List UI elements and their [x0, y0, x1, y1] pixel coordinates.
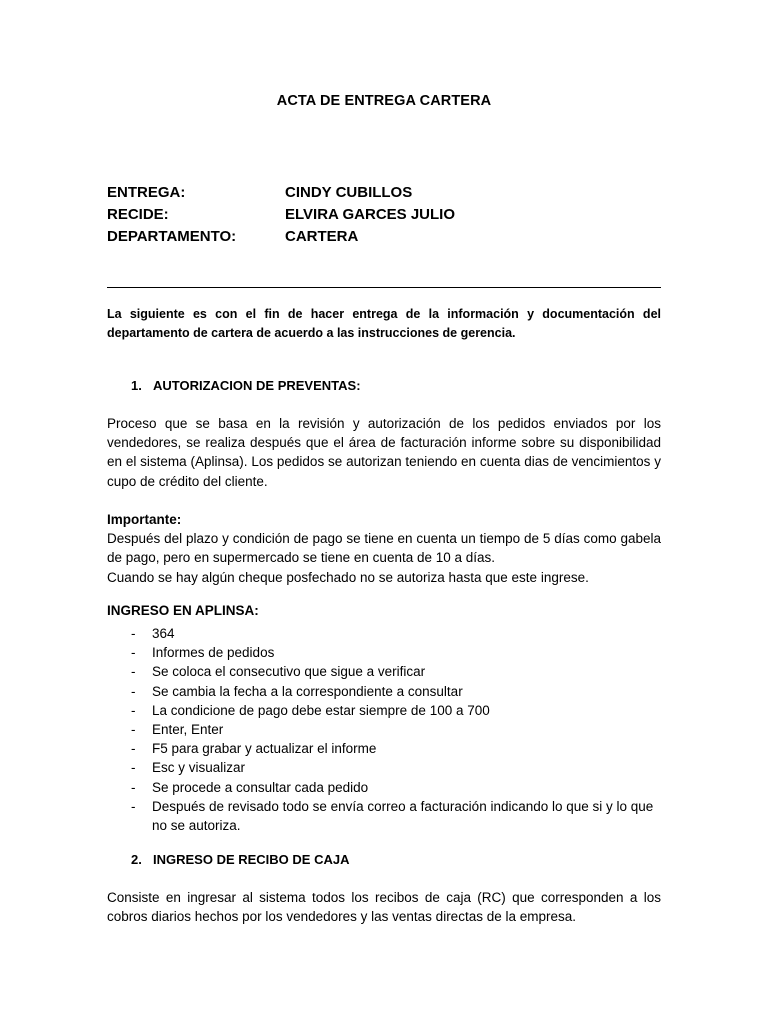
- list-item: - F5 para grabar y actualizar el informe: [131, 741, 377, 757]
- list-item: - Esc y visualizar: [131, 760, 246, 776]
- list-item: - Enter, Enter: [131, 722, 224, 738]
- section-1-heading: [131, 378, 361, 393]
- list-item: - Se procede a consultar cada pedido: [131, 779, 369, 795]
- important-text: Después del plazo y condición de pago se tiene en cuenta un tiempo de 5 días como gabela de pago, pero en supermercado se tiene en cuenta de 10 a días.: [107, 531, 661, 566]
- list-item: - La condicione de pago debe estar siempre de 100 a 700: [131, 702, 490, 718]
- header-fields: [107, 182, 455, 248]
- field-value: CARTERA: [285, 228, 359, 245]
- horizontal-divider: [107, 287, 661, 288]
- section-2-body: Consiste en ingresar al sistema todos los recibos de caja (RC) que corresponden a los cobros diarios hechos por los vendedores y las ventas directas de la empresa.: [107, 890, 661, 925]
- list-item: - Se coloca el consecutivo que sigue a verificar: [131, 664, 426, 680]
- field-label: ENTREGA:: [107, 184, 186, 201]
- field-value: CINDY CUBILLOS: [285, 184, 413, 201]
- section-number: 2.: [131, 852, 142, 867]
- list-item: - Se cambia la fecha a la correspondiente a consultar: [131, 683, 463, 699]
- important-label: Importante:: [107, 512, 182, 527]
- list-item: - Informes de pedidos: [131, 645, 275, 661]
- field-label: RECIDE:: [107, 206, 169, 223]
- important-text-2: Cuando se hay algún cheque posfechado no se autoriza hasta que este ingrese.: [107, 569, 589, 585]
- field-entrega: [107, 182, 455, 204]
- section-title: INGRESO DE RECIBO DE CAJA: [153, 852, 350, 867]
- document-title: ACTA DE ENTREGA CARTERA: [276, 93, 492, 109]
- field-label: DEPARTAMENTO:: [107, 228, 237, 245]
- list-heading: INGRESO EN APLINSA:: [107, 603, 259, 618]
- field-value: ELVIRA GARCES JULIO: [285, 206, 456, 223]
- list-item: - 364: [131, 626, 175, 641]
- section-1-body: Proceso que se basa en la revisión y autorización de los pedidos enviados por los vendedores, se realiza después que el área de facturación informe sobre su disponibilidad en el sistema (Aplinsa). Los pedidos se autorizan teniendo en cuenta dias de vencimientos y cupo de crédito del cliente.: [107, 416, 661, 489]
- important-block: [107, 510, 661, 587]
- section-number: 1.: [131, 378, 142, 393]
- aplinsa-steps-list: [107, 624, 661, 835]
- section-title: AUTORIZACION DE PREVENTAS:: [153, 378, 361, 393]
- list-item: - Después de revisado todo se envía correo a facturación indicando lo que si y lo que no se autoriza.: [131, 798, 654, 834]
- field-recide: [107, 204, 455, 226]
- intro-paragraph: La siguiente es con el fin de hacer entrega de la información y documentación del departamento de cartera de acuerdo a las instrucciones de gerencia.: [107, 307, 661, 340]
- field-departamento: [107, 226, 455, 248]
- section-2-heading: [131, 852, 349, 867]
